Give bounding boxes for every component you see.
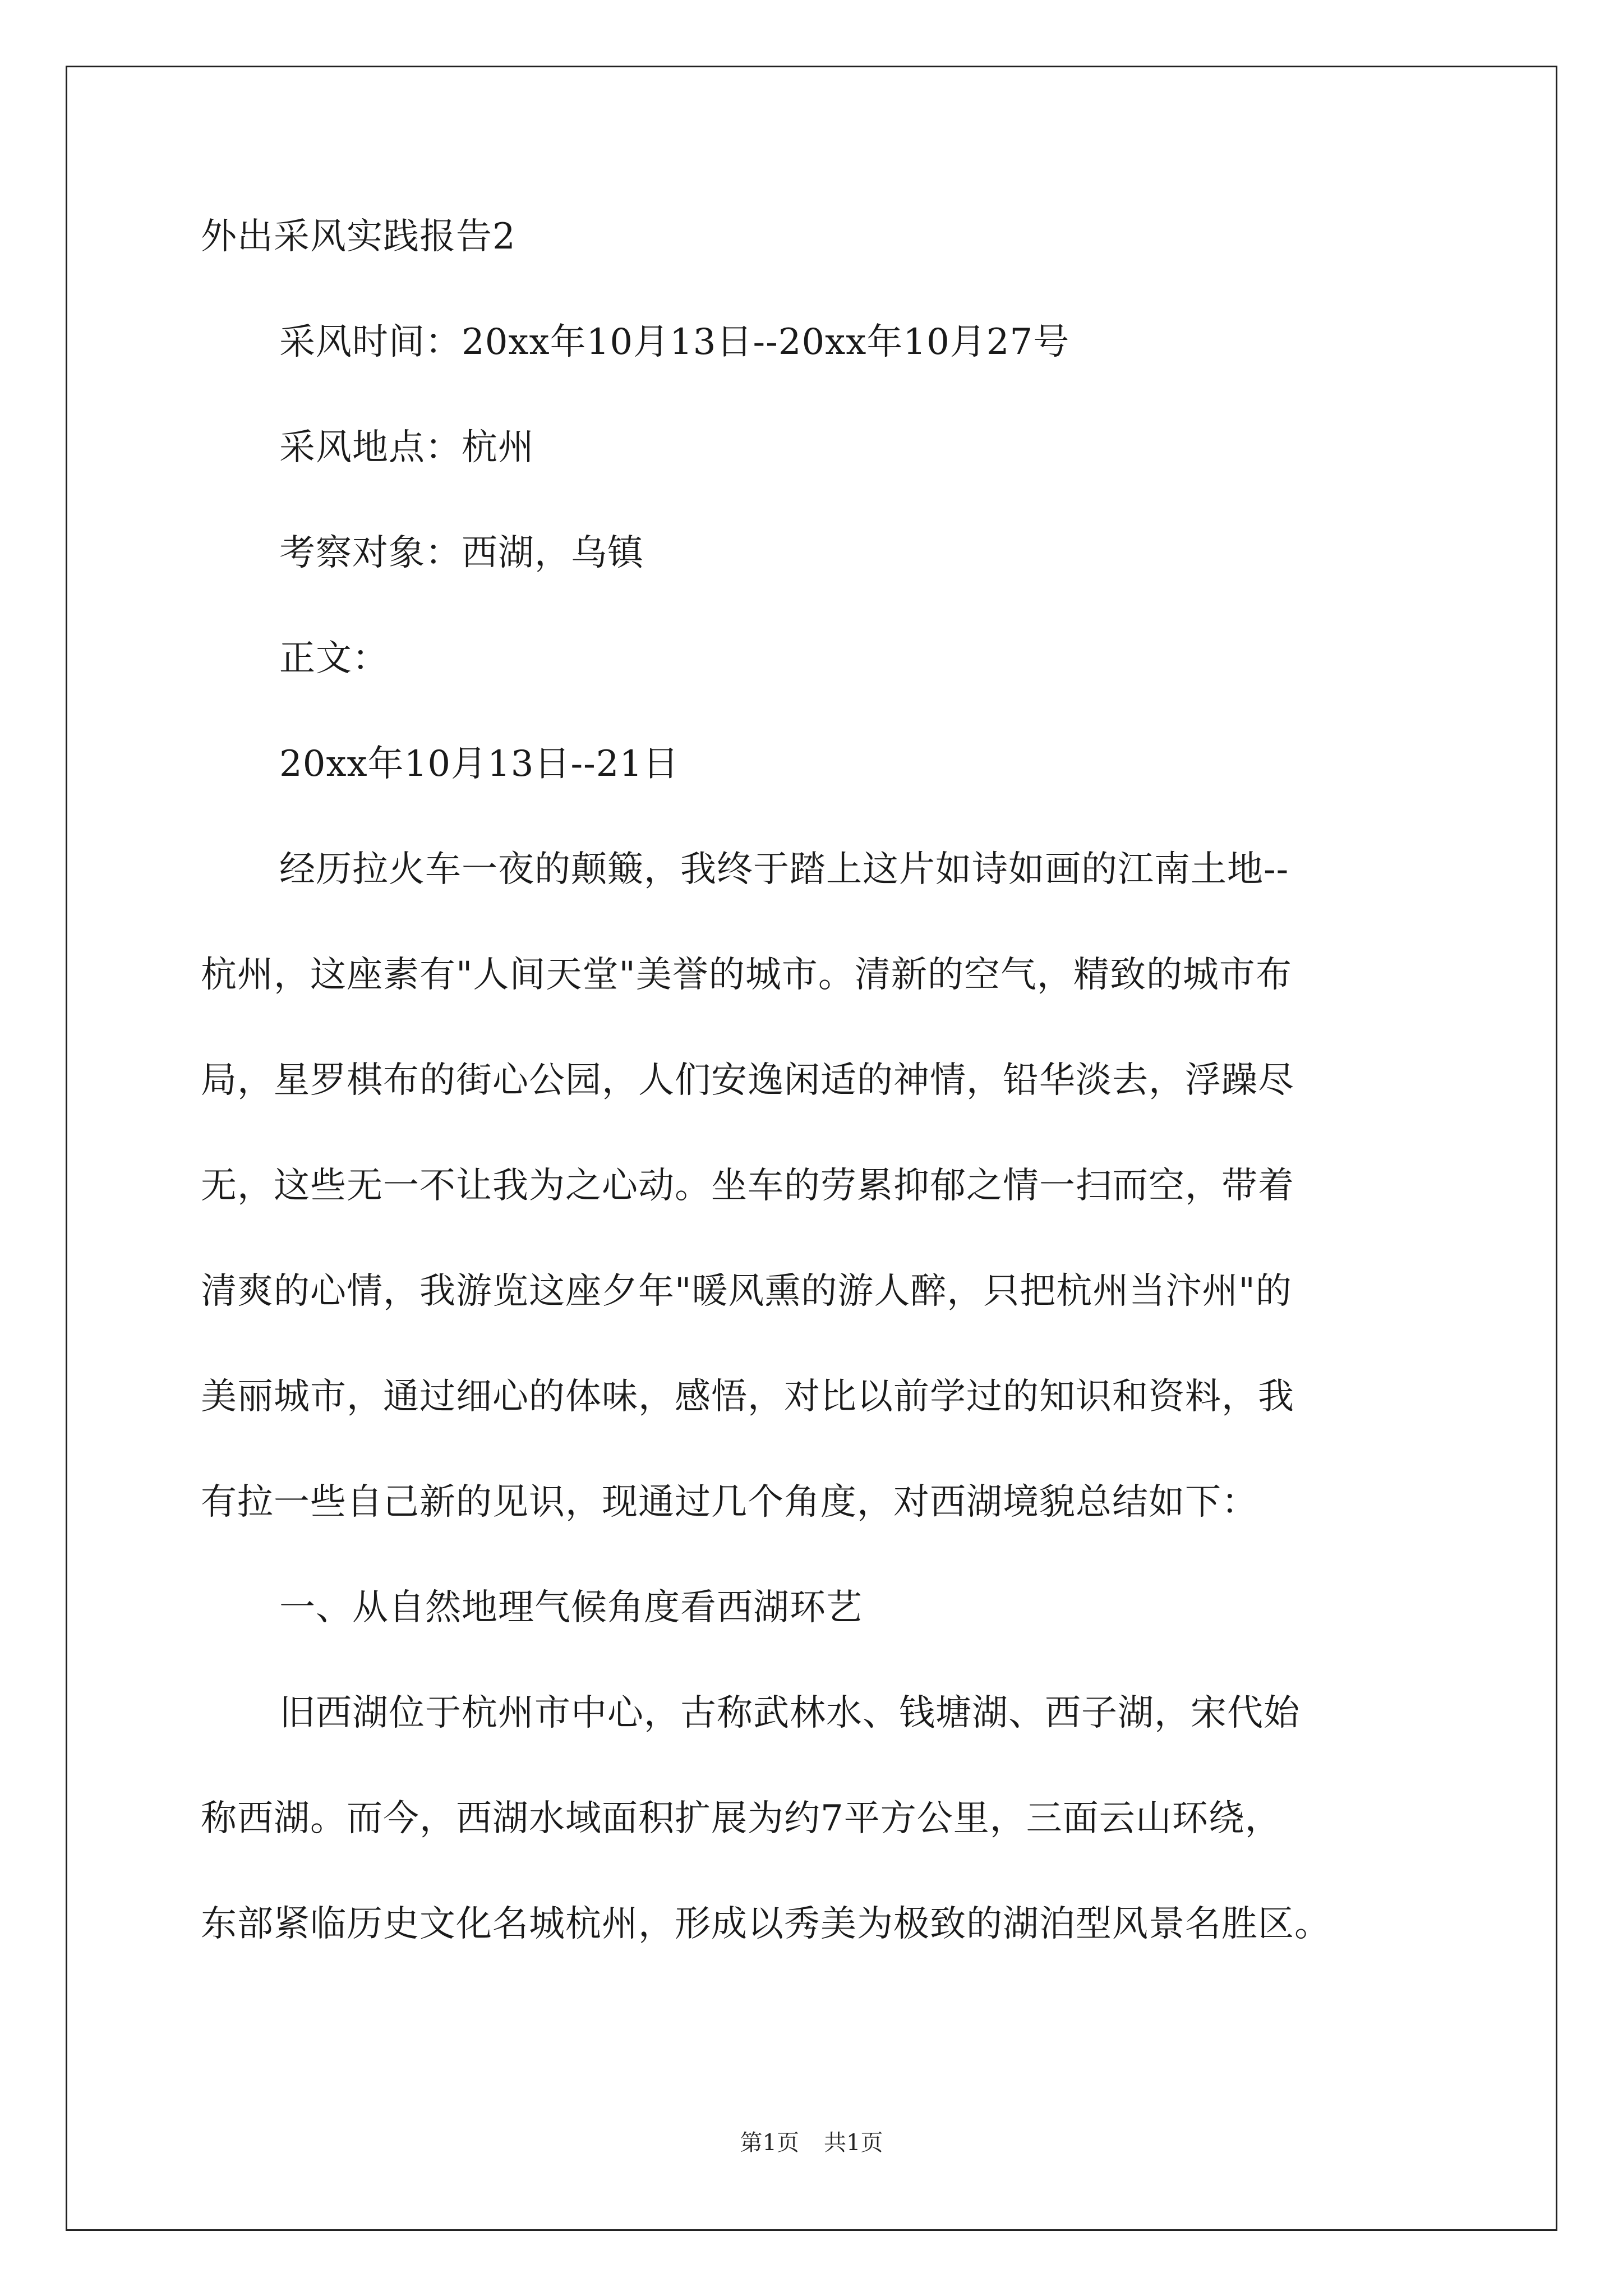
paragraph-line: 东部紧临历史文化名城杭州，形成以秀美为极致的湖泊型风景名胜区。 [201,1903,1331,1945]
paragraph-line: 旧西湖位于杭州市中心，古称武林水、钱塘湖、西子湖，宋代始 [279,1692,1300,1734]
paragraph-line: 清爽的心情，我游览这座夕年"暖风熏的游人醉，只把杭州当汴州"的 [201,1271,1292,1312]
body-label: 正文： [279,638,389,679]
paragraph-line: 杭州，这座素有"人间天堂"美誉的城市。清新的空气，精致的城市布 [201,954,1292,996]
paragraph-line: 有拉一些自己新的见识，现通过几个角度，对西湖境貌总结如下： [201,1481,1258,1523]
paragraph-line: 局，星罗棋布的街心公园，人们安逸闲适的神情，铅华淡去，浮躁尽 [201,1060,1294,1101]
page-number-current: 第1页 [740,2130,799,2156]
paragraph-line: 称西湖。而今，西湖水域面积扩展为约7平方公里，三面云山环绕， [201,1798,1281,1839]
paragraph-line: 无，这些无一不让我为之心动。坐车的劳累抑郁之情一扫而空，带着 [201,1165,1294,1207]
document-title: 外出采风实践报告2 [201,216,516,257]
meta-subject: 考察对象：西湖，乌镇 [279,532,644,574]
date-range: 20xx年10月13日--21日 [279,743,680,785]
paragraph-line: 经历拉火车一夜的颠簸，我终于踏上这片如诗如画的江南土地-- [279,849,1289,890]
section-heading: 一、从自然地理气候角度看西湖环艺 [279,1587,863,1628]
page-number-total: 共1页 [824,2130,883,2156]
meta-time: 采风时间：20xx年10月13日--20xx年10月27号 [279,321,1070,363]
paragraph-line: 美丽城市，通过细心的体味，感悟，对比以前学过的知识和资料，我 [201,1376,1294,1418]
page-footer [0,2129,1623,2157]
meta-place: 采风地点：杭州 [279,427,534,468]
